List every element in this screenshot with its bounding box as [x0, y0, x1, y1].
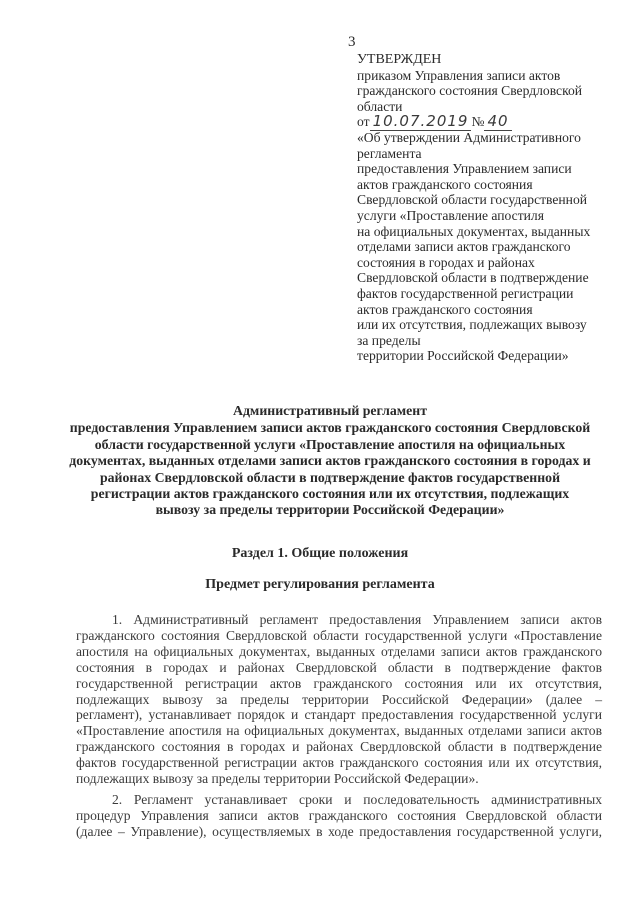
subject-line: регламента: [357, 145, 422, 161]
paragraph-line: 2. Регламент устанавливает сроки и последовательность административных: [112, 792, 602, 807]
subject-line: Свердловской области в подтверждение: [357, 270, 589, 286]
subject-line: на официальных документах, выданных: [357, 223, 591, 239]
subject-line: предоставления Управлением записи: [357, 161, 572, 177]
paragraph-line: состояния в городах и районах Свердловской области в подтверждение фактов: [76, 659, 602, 675]
subject-line: актов гражданского состояния: [357, 301, 533, 317]
subject-line: услуги «Проставление апостиля: [357, 207, 544, 223]
subject-line: «Об утверждении Административного: [357, 129, 581, 145]
paragraph-1: [76, 612, 602, 787]
subject-line: актов гражданского состояния: [357, 176, 533, 192]
paragraph-line: государственной регистрации актов гражданского состояния или их отсутствия,: [76, 675, 602, 691]
approval-line: области: [357, 98, 403, 114]
title-line: области государственной услуги «Проставление апостиля на официальных: [94, 436, 566, 452]
paragraph-2: [76, 792, 602, 840]
section-heading: Раздел 1. Общие положения: [231, 546, 409, 561]
title-line: районах Свердловской области в подтверждение фактов государственной: [99, 469, 561, 485]
paragraph-line: 1. Административный регламент предоставления Управлением записи актов: [112, 612, 602, 627]
paragraph-line: процедур Управления записи актов гражданского состояния Свердловской области: [76, 807, 602, 823]
subject-line: Свердловской области государственной: [357, 192, 588, 208]
paragraph-line: подлежащих вывозу за пределы территории Российской Федерации».: [76, 771, 479, 787]
subject-line: отделами записи актов гражданского: [357, 239, 571, 255]
subject-line: состояния в городах и районах: [357, 254, 535, 270]
date-prefix: от: [357, 114, 370, 130]
title-line: предоставления Управлением записи актов гражданского состояния Свердловской: [69, 420, 591, 436]
handwritten-date: 10.07.2019: [370, 112, 472, 131]
subsection-heading: Предмет регулирования регламента: [205, 577, 435, 592]
title-line: регистрации актов гражданского состояния или их отсутствия, подлежащих: [90, 486, 570, 502]
paragraph-line: гражданского состояния в городах и районах Свердловской области в подтверждение: [76, 739, 602, 755]
number-prefix: №: [471, 114, 485, 130]
approval-line: приказом Управления записи актов: [357, 67, 561, 83]
subject-line: территории Российской Федерации»: [357, 348, 569, 364]
approval-heading: УТВЕРЖДЕН: [357, 52, 442, 67]
subject-line: фактов государственной регистрации: [357, 285, 574, 301]
subject-line: за пределы: [357, 332, 421, 348]
title-line: документах, выданных отделами записи актов гражданского состояния в городах и: [69, 453, 591, 469]
approval-stamp: [357, 52, 607, 364]
title-main: Административный регламент: [232, 403, 428, 418]
subject-line: или их отсутствия, подлежащих вывозу: [357, 317, 587, 333]
page-number: 3: [348, 34, 356, 50]
handwritten-number: 40: [484, 112, 511, 131]
approval-date-line: [357, 114, 607, 130]
paragraph-line: «Проставление апостиля на официальных документах, выданных отделами записи актов: [76, 723, 602, 739]
document-title: [60, 403, 600, 519]
approval-line: гражданского состояния Свердловской: [357, 83, 583, 99]
paragraph-line: апостиля на официальных документах, выданных отделами записи актов гражданского: [76, 643, 602, 659]
paragraph-line: регламент), устанавливает порядок и стандарт предоставления государственной услуги: [76, 707, 602, 723]
paragraph-line: фактов государственной регистрации актов гражданского состояния или их отсутствия,: [76, 755, 602, 771]
title-line: вывозу за пределы территории Российской Федерации»: [155, 502, 505, 518]
paragraph-line: подлежащих вывозу за пределы территории Российской Федерации» (далее –: [76, 691, 602, 707]
paragraph-line: гражданского состояния Свердловской области государственной услуги «Проставление: [76, 627, 602, 643]
paragraph-line: (далее – Управление), осуществляемых в ходе предоставления государственной услуги,: [76, 823, 602, 839]
